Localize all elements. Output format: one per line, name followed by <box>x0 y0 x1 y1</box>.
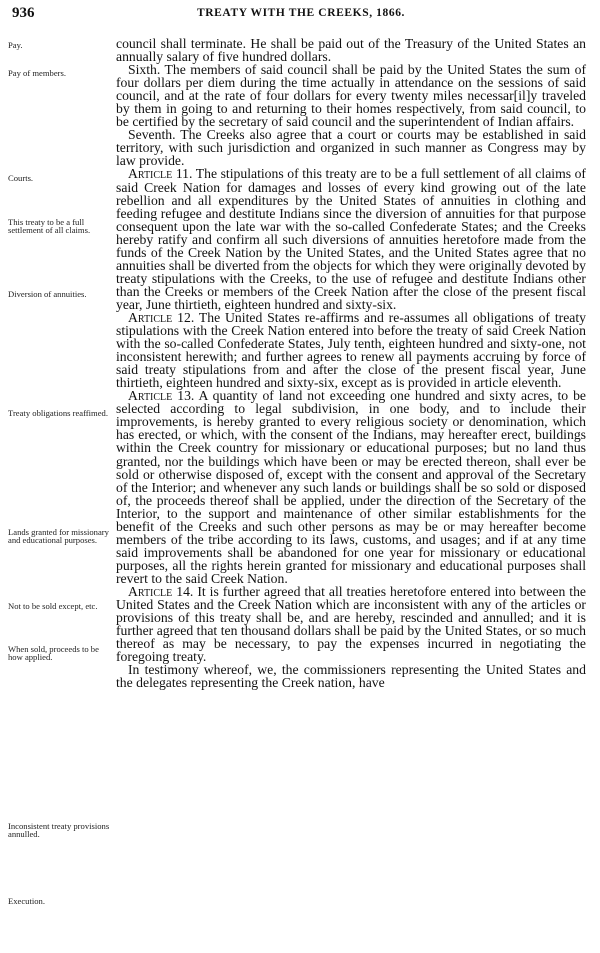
running-header <box>12 4 590 26</box>
margin-note-execution: Execution. <box>8 896 45 906</box>
paragraph-article-13: Article 13. A quantity of land not exceeding one hundred and sixty acres, to be selected according to legal subdivision, in one body, and to include their improvements, is hereby granted to every religious society or denomination, which has erected, or which, with the consent of the Indians, may hereafter erect, buildings within the Creek country for missionary or educational purposes; but no land thus granted, nor the buildings which have been or may be erected thereon, shall ever be sold or otherwise disposed of, except with the consent and approval of the Secretary of the Interior; and whenever any such lands or buildings shall be so sold or disposed of, the proceeds thereof shall be applied, under the direction of the Secretary of the Interior, to the support and maintenance of other similar establishments for the benefit of the Creeks and such other persons as may be or may hereafter become members of the tribe according to its laws, customs, and usages; and if at any time said improvements shall be abandoned for one year for missionary or educational purposes, all the rights herein granted for missionary and educational purposes shall revert to the said Creek Nation. <box>116 388 586 586</box>
margin-note-full-settlement: This treaty to be a full settlement of all claims. <box>8 217 91 236</box>
margin-note-pay: Pay. <box>8 40 23 50</box>
article-heading: Article 13. <box>128 388 195 404</box>
paragraph-sixth: Sixth. The members of said council shall be paid by the United States the sum of four dollars per diem during the time actually in attendance on the sessions of said council, and at the rate of four dollars for every twenty miles necessar[il]y traveled by them in going to and returning to their homes respectively, from said council, to be certified by the secretary of said council and the superintendent of Indian affairs. <box>116 62 586 130</box>
margin-note-inconsistent-provisions: Inconsistent treaty provisions annulled. <box>8 821 110 840</box>
paragraph-testimony: In testimony whereof, we, the commissioners representing the United States and the delegates representing the Creek nation, have <box>116 662 586 691</box>
running-head-title: TREATY WITH THE CREEKS, 1866. <box>196 7 406 19</box>
article-heading: Article 11. <box>128 166 193 182</box>
treaty-body-text <box>116 37 586 689</box>
paragraph-article-12: Article 12. The United States re-affirms and re-assumes all obligations of treaty stipulations with the Creek Nation entered into before the treaty of said Creek Nation with the so-called Confederate States, July tenth, eighteen hundred and sixty-one, not inconsistent herewith; and further agrees to renew all payments accruing by force of said treaty stipulations from and after the close of the present fiscal year, June thirtieth, eighteen hundred and sixty-six, except as is provided in article eleventh. <box>116 309 587 391</box>
article-heading: Article 14. <box>128 583 194 599</box>
paragraph-article-11: Article 11. The stipulations of this treaty are to be a full settlement of all claims of said Creek Nation for damages and losses of every kind growing out of the late rebellion and all expenditures by the United States of annuities in clothing and feeding refugee and destitute Indians since the diversion of annuities for that purpose consequent upon the late war with the so-called Confederate States; and the Creeks hereby ratify and confirm all such diversions of annuities heretofore made from the funds of the Creek Nation by the United States, and the United States agree that no annuities shall be diverted from the objects for which they were originally devoted by treaty stipulations with the Creeks, to the use of refugee and destitute Indians other than the Creeks or members of the Creek Nation after the close of the present fiscal year, June thirtieth, eighteen hundred and sixty-six. <box>116 166 586 312</box>
margin-note-diversion-of-annuities: Diversion of annuities. <box>8 289 87 299</box>
paragraph-continuation: council shall terminate. He shall be paid out of the Treasury of the United States an annually salary of five hundred dollars. <box>116 36 586 65</box>
margin-note-courts: Courts. <box>8 173 34 183</box>
margin-note-treaty-obligations: Treaty obligations reaffimed. <box>8 408 109 418</box>
margin-note-pay-of-members: Pay of members. <box>8 68 66 78</box>
margin-note-lands-granted: Lands granted for missionary and educational purposes. <box>8 527 109 546</box>
margin-note-not-to-be-sold: Not to be sold except, etc. <box>8 601 98 611</box>
paragraph-article-14: Article 14. It is further agreed that all treaties heretofore entered into between the United States and the Creek Nation which are inconsistent with any of the articles or provisions of this treaty shall be, and are hereby, rescinded and annulled; and it is further agreed that ten thousand dollars shall be paid by the United States, or so much thereof as may be necessary, to pay the expenses incurred in negotiating the foregoing treaty. <box>116 583 586 665</box>
paragraph-seventh: Seventh. The Creeks also agree that a court or courts may be established in said territory, with such jurisdiction and organized in such manner as Congress may by law provide. <box>116 127 586 169</box>
page-number: 936 <box>12 5 35 21</box>
margin-note-when-sold: When sold, proceeds to be how applied. <box>8 644 99 663</box>
article-heading: Article 12. <box>128 309 195 325</box>
